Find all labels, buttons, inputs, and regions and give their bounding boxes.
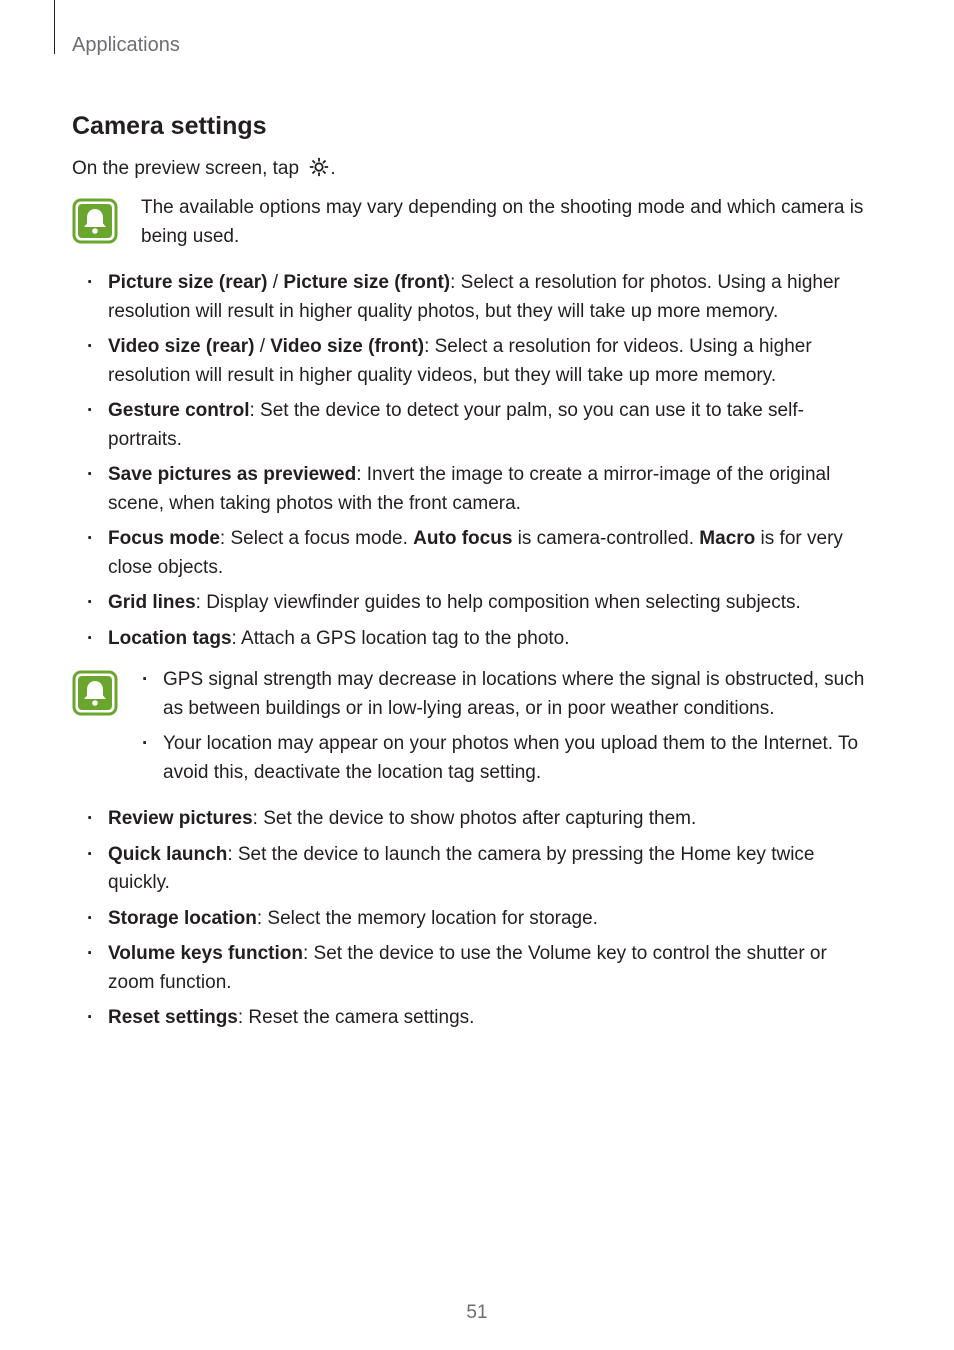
- intro-suffix: .: [330, 158, 336, 179]
- item-desc: : Select the memory location for storage.: [256, 907, 598, 929]
- list-item: [108, 269, 868, 326]
- list-item: [108, 525, 868, 582]
- item-term: Save pictures as previewed: [108, 464, 357, 485]
- page-number: 51: [466, 1302, 488, 1323]
- note-bullet: · Your location may appear on your photos when you upload them to the Internet. To avoid this, deactivate the location tag setting.: [163, 730, 878, 787]
- item-desc: : Display viewfinder guides to help composition when selecting subjects.: [195, 592, 801, 613]
- item-term: Macro: [699, 528, 756, 549]
- item-term: Auto focus: [413, 528, 513, 549]
- list-item: [108, 397, 868, 454]
- intro-text: On the preview screen, tap: [72, 158, 300, 179]
- item-term: Video size (rear): [108, 336, 255, 357]
- intro-line: [72, 156, 336, 180]
- list-item: [108, 461, 868, 518]
- settings-list-a: [108, 269, 868, 653]
- section-label: Applications: [72, 34, 180, 56]
- list-item: [108, 805, 868, 834]
- page-edge-line: [54, 0, 55, 54]
- list-item: [108, 625, 868, 654]
- note-text: The available options may vary depending on the shooting mode and which camera is being used.: [141, 197, 864, 247]
- item-term: Volume keys function: [108, 943, 303, 964]
- item-desc: : Select a resolution for videos. Using a higher resolution will result in higher quality videos, but they will take up more memory.: [108, 336, 812, 386]
- item-desc: : Set the device to launch the camera by pressing the Home key twice quickly.: [108, 843, 815, 893]
- list-item: [108, 1004, 868, 1033]
- page-title: Camera settings: [72, 112, 267, 140]
- item-term: Focus mode: [108, 528, 220, 549]
- item-term: Storage location: [108, 907, 257, 929]
- item-term: Reset settings: [108, 1007, 238, 1028]
- bell-icon: [72, 670, 118, 716]
- item-desc: is camera-controlled.: [512, 528, 700, 549]
- item-desc: : Reset the camera settings.: [237, 1007, 475, 1028]
- list-item: [108, 940, 868, 997]
- settings-list-b: [108, 805, 868, 1033]
- item-term: Grid lines: [108, 592, 196, 613]
- item-separator: /: [267, 272, 284, 293]
- item-desc: : Select a resolution for photos. Using a higher resolution will result in higher quality photos, but they will take up more memory.: [108, 272, 840, 322]
- item-desc: : Set the device to show photos after capturing them.: [252, 808, 697, 829]
- item-separator: /: [254, 336, 271, 357]
- item-term: Video size (front): [270, 336, 425, 357]
- item-term: Picture size (rear): [108, 272, 268, 293]
- item-desc: : Set the device to use the Volume key to control the shutter or zoom function.: [108, 943, 827, 993]
- note-bullet: · GPS signal strength may decrease in locations where the signal is obstructed, such as between buildings or in low-lying areas, or in poor weather conditions.: [163, 666, 878, 723]
- item-term: Location tags: [108, 627, 232, 649]
- item-desc: : Select a focus mode.: [219, 528, 414, 549]
- item-desc: : Set the device to detect your palm, so you can use it to take self-portraits.: [108, 400, 804, 450]
- item-desc: : Attach a GPS location tag to the photo.: [231, 627, 570, 649]
- note-bullets: [163, 666, 878, 787]
- gear-icon: [308, 156, 330, 178]
- list-item: [108, 333, 868, 390]
- bell-icon: [72, 198, 118, 244]
- item-term: Picture size (front): [283, 272, 451, 293]
- item-term: Review pictures: [108, 808, 253, 829]
- item-desc: is for very close objects.: [108, 528, 843, 578]
- list-item: [108, 589, 868, 618]
- list-item: [108, 905, 868, 934]
- item-term: Quick launch: [108, 843, 228, 865]
- item-desc: : Invert the image to create a mirror-image of the original scene, when taking photos with the front camera.: [108, 464, 831, 514]
- item-term: Gesture control: [108, 400, 250, 421]
- list-item: [108, 841, 868, 898]
